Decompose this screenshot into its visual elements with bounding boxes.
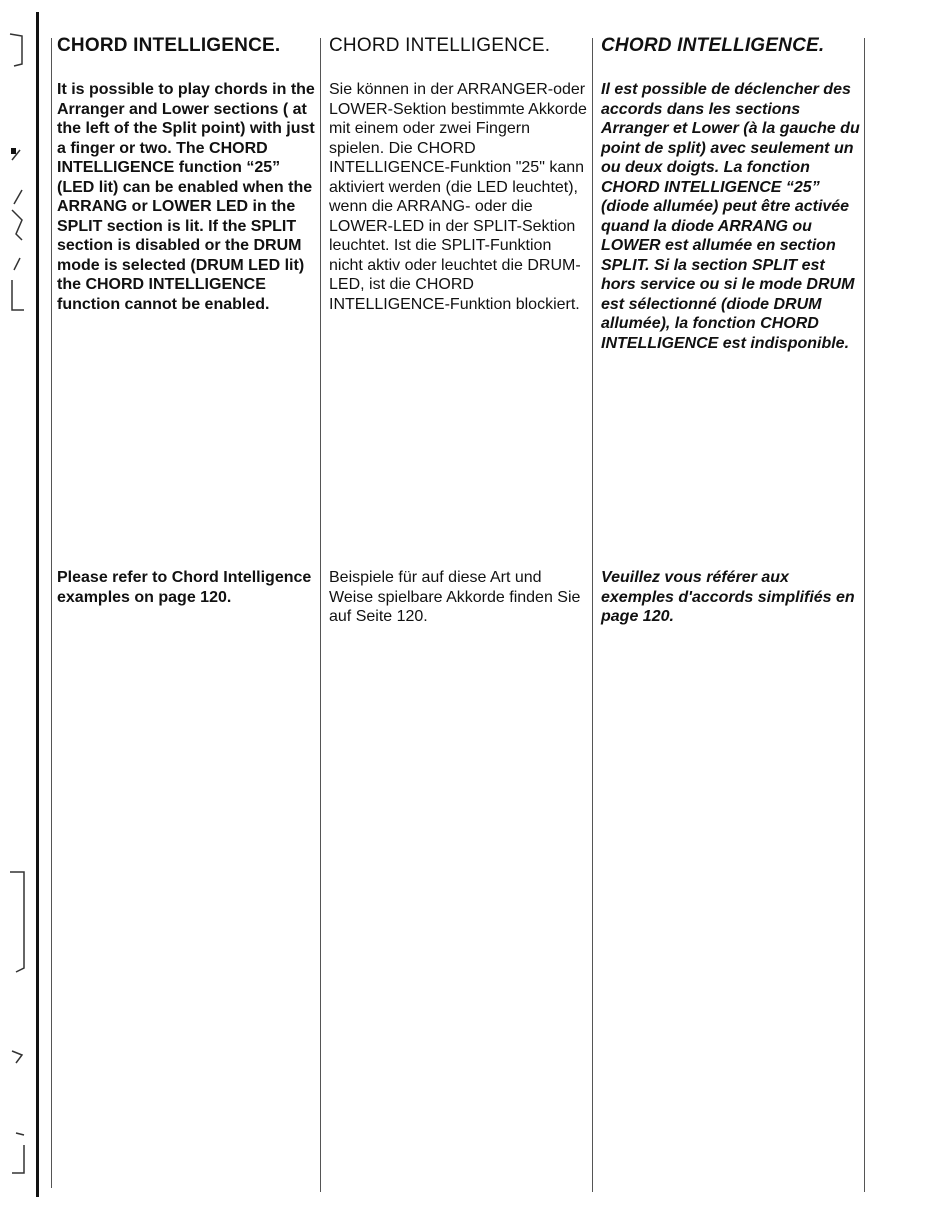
column-rule-4 <box>864 38 865 1192</box>
binding-edge-line <box>36 12 39 1197</box>
french-page-reference: Veuillez vous référer aux exemples d'accords simplifiés en page 120. <box>601 569 855 625</box>
margin-mark-top <box>8 30 26 70</box>
column-rule-2 <box>320 38 321 1192</box>
english-page-reference: Please refer to Chord Intelligence examples on page 120. <box>57 569 312 606</box>
german-column <box>329 34 587 314</box>
margin-mark-cluster <box>8 140 26 320</box>
margin-mark-small <box>8 1045 26 1185</box>
german-body: Sie können in der ARRANGER-oder LOWER-Sektion bestimmte Akkorde mit einem oder zwei Fingern spielen. Die CHORD INTELLIGENCE-Funktion "25" kann aktiviert werden (die LED leuchtet), wenn die ARRANG- oder die LOWER-LED in der SPLIT-Sektion leuchtet. Ist die SPLIT-Funktion nicht aktiv oder leuchtet die DRUM-LED, ist die CHORD INTELLIGENCE-Funktion blockiert. <box>329 81 587 313</box>
column-rule-3 <box>592 38 593 1192</box>
german-heading: CHORD INTELLIGENCE. <box>329 35 551 56</box>
english-body: It is possible to play chords in the Arranger and Lower sections ( at the left of the Split point) with just a finger or two. The CHORD INTELLIGENCE function “25” (LED lit) can be enabled when the ARRANG or LOWER LED in the SPLIT section is lit. If the SPLIT section is disabled or the DRUM mode is selected (DRUM LED lit) the CHORD INTELLIGENCE function cannot be enabled. <box>57 81 315 313</box>
german-page-reference: Beispiele für auf diese Art und Weise spielbare Akkorde finden Sie auf Seite 120. <box>329 569 581 625</box>
french-body: Il est possible de déclencher des accords dans les sections Arranger et Lower (à la gauche du point de split) avec seulement un ou deux doigts. La fonction CHORD INTELLIGENCE “25” (diode allumée) peut être activée quand la diode ARRANG ou LOWER est allumée en section SPLIT. Si la section SPLIT est hors service ou si le mode DRUM est sélectionné (diode DRUM allumée), la fonction CHORD INTELLIGENCE est indisponible. <box>601 81 860 352</box>
french-heading: CHORD INTELLIGENCE. <box>601 35 825 56</box>
english-heading: CHORD INTELLIGENCE. <box>57 35 281 56</box>
english-column <box>57 34 319 314</box>
margin-mark-bracket <box>8 868 26 978</box>
column-rule-1 <box>51 38 52 1188</box>
french-column <box>601 34 863 353</box>
